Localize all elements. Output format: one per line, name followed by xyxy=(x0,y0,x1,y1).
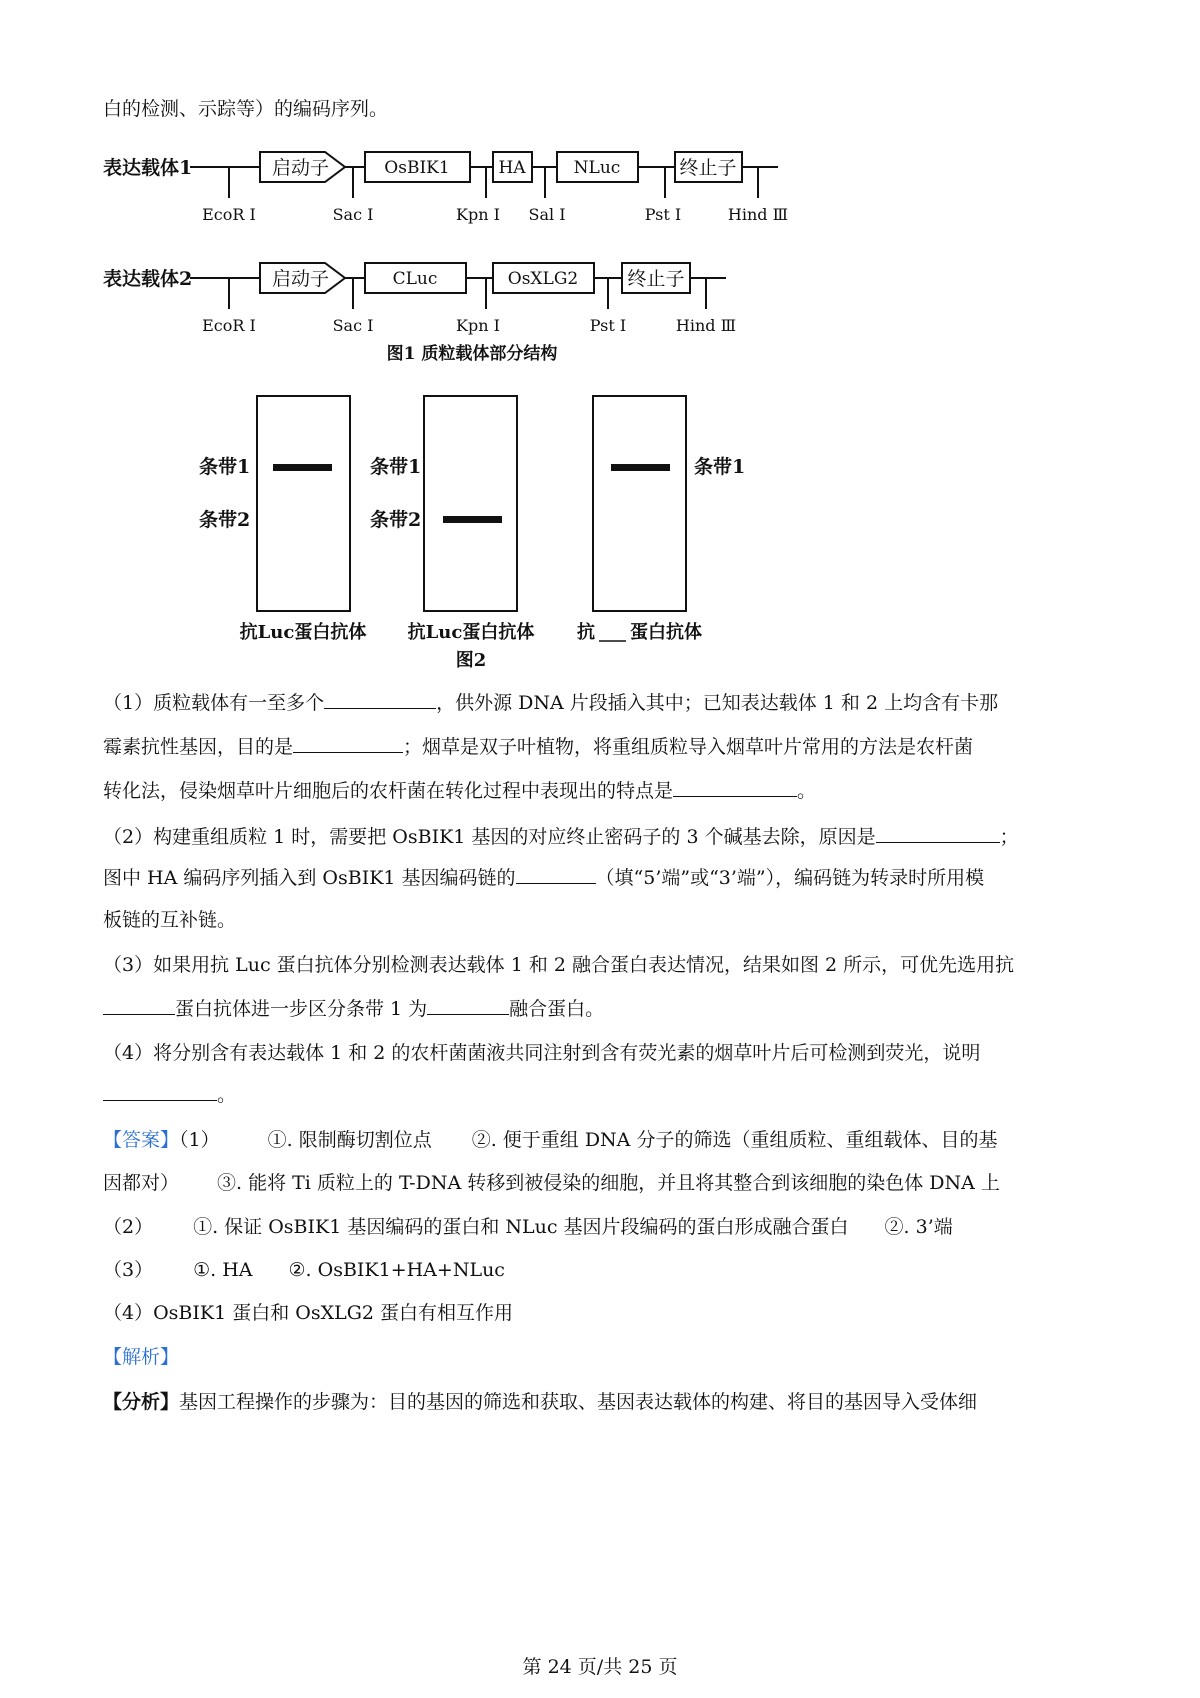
q1-blank1[interactable] xyxy=(324,690,436,709)
answer-tag: 【答案】 xyxy=(103,1129,180,1151)
lane1-membrane xyxy=(257,396,350,611)
v2-promoter-label: 启动子 xyxy=(272,268,330,290)
v2-site-saci: Sac Ⅰ xyxy=(332,316,374,335)
v1-terminator-label: 终止子 xyxy=(679,157,737,179)
v1-site-saci: Sac Ⅰ xyxy=(332,205,374,224)
lane2-band2-label: 条带2 xyxy=(370,509,422,531)
q4-blank1[interactable] xyxy=(103,1082,217,1101)
q3-line2: 蛋白抗体进一步区分条带 1 为 融合蛋白。 xyxy=(103,996,604,1022)
lane2-antibody-label: 抗Luc蛋白抗体 xyxy=(407,622,535,643)
lane3-antibody-prefix: 抗 xyxy=(577,622,595,643)
lane1-band2-label: 条带2 xyxy=(199,509,251,531)
lane3-band1-label: 条带1 xyxy=(694,456,746,478)
intro-line: 白的检测、示踪等）的编码序列。 xyxy=(103,98,389,120)
v1-site-ecori: EcoR Ⅰ xyxy=(202,205,256,224)
vector2-label: 表达载体2 xyxy=(103,268,193,290)
answer-line4: （3） ①. HA ②. OsBIK1+HA+NLuc xyxy=(103,1259,505,1281)
lane3-band1 xyxy=(611,464,670,471)
lane2-band1-label: 条带1 xyxy=(370,456,422,478)
v1-site-kpni: Kpn Ⅰ xyxy=(456,205,500,224)
v1-ha-label: HA xyxy=(498,158,526,178)
lane3-antibody-suffix: 蛋白抗体 xyxy=(630,622,702,643)
figure2-western-blot xyxy=(0,385,1200,685)
lane1-band1-label: 条带1 xyxy=(199,456,251,478)
v1-site-psti: Pst Ⅰ xyxy=(644,205,682,224)
q1-blank2[interactable] xyxy=(293,734,403,753)
q1-line2: 霉素抗性基因，目的是 ；烟草是双子叶植物，将重组质粒导入烟草叶片常用的方法是农杆菌 xyxy=(103,736,974,758)
v1-osbik1-label: OsBIK1 xyxy=(384,158,450,178)
v2-osxlg2-label: OsXLG2 xyxy=(507,269,579,289)
answer-line2: 因都对） ③. 能将 Ti 质粒上的 T-DNA 转移到被侵染的细胞，并且将其整合到该细胞的染色体 DNA 上 xyxy=(103,1172,1000,1194)
lane1-antibody-label: 抗Luc蛋白抗体 xyxy=(239,622,367,643)
q3-line1: （3）如果用抗 Luc 蛋白抗体分别检测表达载体 1 和 2 融合蛋白表达情况，结果如图 2 所示，可优先选用抗 xyxy=(103,954,1015,976)
q2-line1: （2）构建重组质粒 1 时，需要把 OsBIK1 基因的对应终止密码子的 3 个碱基去除，原因是 ； xyxy=(103,826,1019,848)
answer-line5: （4）OsBIK1 蛋白和 OsXLG2 蛋白有相互作用 xyxy=(103,1302,514,1324)
lane1-band1 xyxy=(273,464,332,471)
v2-site-kpni: Kpn Ⅰ xyxy=(456,316,500,335)
q2-blank1[interactable] xyxy=(876,824,1000,843)
v2-cluc-label: CLuc xyxy=(392,269,438,289)
q3-blank2[interactable] xyxy=(427,996,509,1015)
q2-line2: 图中 HA 编码序列插入到 OsBIK1 基因编码链的 （填“5’端”或“3’端”），编码链为转录时所用模 xyxy=(103,867,985,889)
q1-line3: 转化法，侵染烟草叶片细胞后的农杆菌在转化过程中表现出的特点是 。 xyxy=(103,780,817,802)
lane2-band2 xyxy=(443,516,502,523)
v1-site-sali: Sal Ⅰ xyxy=(528,205,566,224)
q2-line3: 板链的互补链。 xyxy=(103,909,237,931)
q4-line2: 。 xyxy=(103,1082,236,1108)
lane2-membrane xyxy=(424,396,517,611)
page-footer: 第 24 页/共 25 页 xyxy=(522,1656,678,1678)
figure1-diagram xyxy=(0,130,1200,370)
q3-blank1[interactable] xyxy=(103,996,175,1015)
q1-line1: （1）质粒载体有一至多个 ，供外源 DNA 片段插入其中；已知表达载体 1 和 2 上均含有卡那 xyxy=(103,692,999,714)
v1-promoter-label: 启动子 xyxy=(272,157,330,179)
analysis-tag: 【解析】 xyxy=(103,1346,180,1368)
q1-blank3[interactable] xyxy=(673,778,797,797)
vector1-label: 表达载体1 xyxy=(103,157,193,179)
v2-site-hindiii: Hind Ⅲ xyxy=(675,316,737,335)
figure2-caption: 图2 xyxy=(455,650,487,671)
figure1-caption: 图1 质粒载体部分结构 xyxy=(386,344,558,364)
v2-site-ecori: EcoR Ⅰ xyxy=(202,316,256,335)
lane3-membrane xyxy=(593,396,686,611)
answer-line3: （2） ①. 保证 OsBIK1 基因编码的蛋白和 NLuc 基因片段编码的蛋白形成融合蛋白 ②. 3’端 xyxy=(103,1216,953,1238)
analysis-fenxi-line: 【分析】基因工程操作的步骤为：目的基因的筛选和获取、基因表达载体的构建、将目的基因导入受体细 xyxy=(103,1391,978,1413)
q4-line1: （4）将分别含有表达载体 1 和 2 的农杆菌菌液共同注射到含有荧光素的烟草叶片后可检测到荧光，说明 xyxy=(103,1042,981,1064)
v1-nluc-label: NLuc xyxy=(573,158,621,178)
answer-line1: 【答案】（1） ①. 限制酶切割位点 ②. 便于重组 DNA 分子的筛选（重组质粒、重组载体、目的基 xyxy=(103,1129,998,1151)
v2-site-psti: Pst Ⅰ xyxy=(589,316,627,335)
q2-blank2[interactable] xyxy=(516,865,596,884)
v1-site-hindiii: Hind Ⅲ xyxy=(727,205,789,224)
v2-terminator-label: 终止子 xyxy=(627,268,685,290)
